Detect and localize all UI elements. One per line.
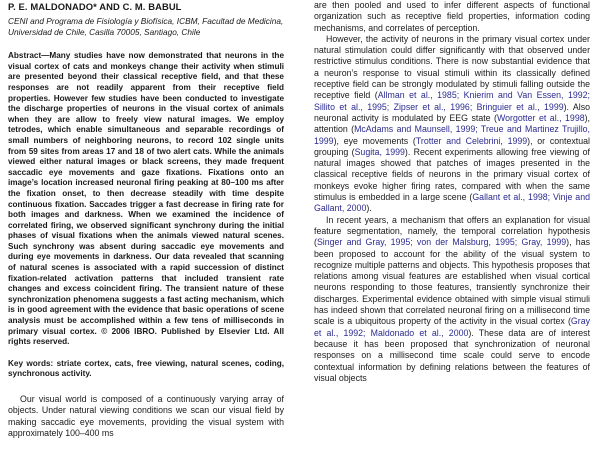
text-run: ), attention ( — [314, 112, 590, 135]
citation-link[interactable]: Sugita, 1999 — [354, 146, 405, 157]
citation-link[interactable]: Trotter and Celebrini, 1999 — [415, 135, 528, 146]
keywords: Key words: striate cortex, cats, free viewing, natural scenes, coding, synchronous activity. — [8, 358, 284, 379]
right-column — [314, 0, 590, 450]
text-run: In recent years, a mechanism that offers an explanation for visual feature segmentation, namely, the temporal correlation hypothesis ( — [314, 214, 590, 248]
affiliation: CENI and Programa de Fisiología y Biofísica, ICBM, Facultad de Medicina, Universidad de Chile, Casilla 70005, Santiago, Chile — [8, 16, 284, 37]
temporal-correlation-paragraph — [314, 215, 590, 384]
text-run: ), eye movements ( — [333, 135, 416, 146]
continued-paragraph: are then pooled and used to infer different aspects of functional organization such as receptive field properties, information coding mechanisms, and correlates of perception. — [314, 0, 590, 33]
citation-link[interactable]: Gallant et al., 1998; Vinje and Gallant, 2000 — [314, 192, 590, 214]
text-run: ), or contextual grouping ( — [314, 135, 590, 157]
citation-link[interactable]: Allman et al., 1985; Knierim and Van Essen, 1992; Sillito et al., 1995; Zipser et al., 1996; Bringuier et al., 1999 — [314, 90, 590, 112]
text-run: ), has been proposed to account for the ability of the visual system to recognize multiple patterns and objects. This hypothesis proposes that relations among visual features are established when visual cortical neurons responding to those features, transiently synchronize their discharges. Experimental evidence obtained with simple visual stimuli has indeed shown that correlated neuronal firing on a millisecond time scale is a ubiquitous property of the activity in the visual cortex ( — [314, 237, 590, 327]
text-run: ). Also neuronal activity is modulated by EEG state ( — [314, 101, 590, 123]
text-run: ). These data are of interest because it has been proposed that synchronization of neuronal responses on a millisecond time scale could serve to encode contextual information by defining relations between the features of visual objects — [314, 327, 590, 383]
text-run: However, the activity of neurons in the primary visual cortex under natural stimulation could differ significantly with that observed under restrictive stimulus conditions. There is now substantial evidence that a neuron’s response to visual stimuli within its classically defined receptive field can be strongly modulated by stimuli falling outside the receptive field ( — [314, 33, 590, 101]
abstract: Abstract—Many studies have now demonstrated that neurons in the visual cortex of cats and monkeys change their activity when stimuli are presented beyond their classical receptive field, and that these responses are not readily apparent from their receptive field properties. However few studies have been conducted to investigate the discharge properties of neurons in the visual cortex of animals when they are allow to freely view natural images. We employ tetrodes, which enable simultaneous and separable recordings of small numbers of neighboring neurons, to record 102 single units from 59 sites from areas 17 and 18 of two alert cats. While the animals viewed either natural images or black screens, they made frequent saccadic eye movements and gaze fixations. Fixations onto an image’s location increased neuronal firing peaking at 80–100 ms after the fixation onset, to then decrease steadily with time despite continuous fixation. Saccades trigger a fast decrease in firing rate for both images and darkness. When we examined the incidence of correlated firing, we observed significant synchrony during the initial phases of visual fixations when the animals viewed natural scenes. Such synchrony was absent during saccadic eye movements and during eye movements in darkness. Our data revealed that scanning of natural scenes is associated with a rapid succession of distinct fixation-related activation patterns that included transient rate changes and excess coincident firing. The transient nature of these synchronization phenomena suggests a fast acting mechanism, which is in good agreement with the evidence that basic operations of scene analysis must be accomplished within a few tens of milliseconds in primary visual cortex. © 2006 IBRO. Published by Elsevier Ltd. All rights reserved. — [8, 51, 284, 347]
left-column — [8, 0, 284, 450]
context-modulation-paragraph — [314, 34, 590, 215]
citation-link[interactable]: Gray et al., 1992; Maldonado et al., 2000 — [314, 316, 590, 338]
citation-link[interactable]: Worgotter et al., 1998 — [496, 112, 585, 123]
citation-link[interactable]: Singer and Gray, 1995; von der Malsburg, 1995; Gray, 1999 — [316, 237, 567, 248]
text-run: ). — [366, 203, 372, 214]
text-run: ). Recent experiments allowing free viewing of natural images showed that patches of images presented in the classical receptive fields of neurons in the primary visual cortex of monkeys evoke higher firing rates, compared with when the same stimulus is embedded in a large scene ( — [314, 146, 590, 203]
intro-paragraph: Our visual world is composed of a continuously varying array of objects. Under natural viewing conditions we scan our visual field by making saccadic eye movements, providing the visual system with approximately 100–400 ms — [8, 394, 284, 438]
authors: P. E. MALDONADO* AND C. M. BABUL — [8, 1, 182, 12]
citation-link[interactable]: McAdams and Maunsell, 1999; Treue and Martinez Trujillo, 1999 — [314, 124, 590, 146]
